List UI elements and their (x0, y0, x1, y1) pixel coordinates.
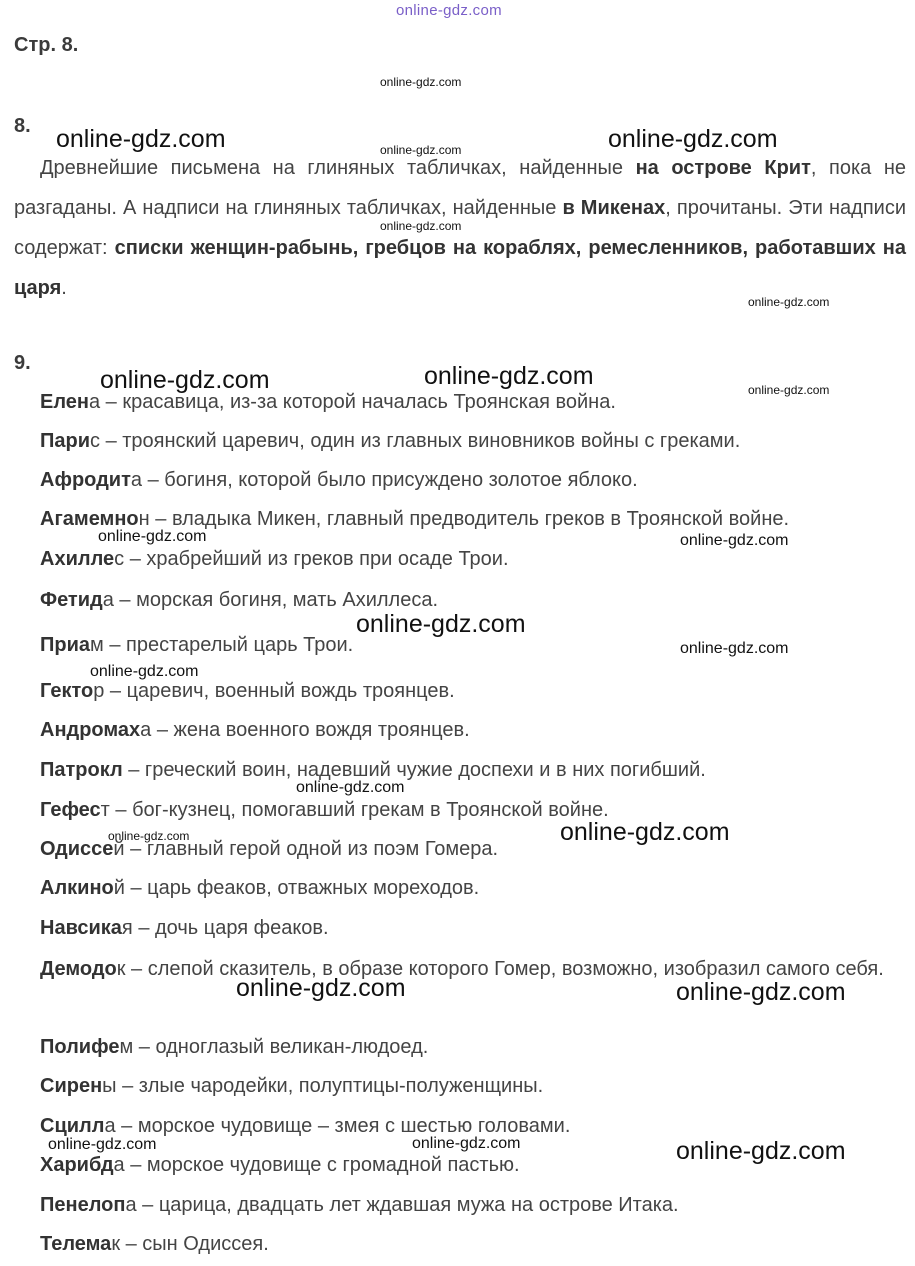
watermark: online-gdz.com (380, 143, 462, 157)
term-end: а (88, 391, 101, 413)
term-end: а (104, 1115, 116, 1137)
list-item (40, 1075, 543, 1098)
definition: – одноглазый великан-людоед. (133, 1036, 429, 1058)
watermark: online-gdz.com (680, 532, 789, 549)
watermark: online-gdz.com (748, 383, 830, 397)
term-end: й (113, 838, 125, 860)
term: Пари (40, 430, 91, 452)
list-item (40, 1233, 269, 1256)
term: Телема (40, 1233, 112, 1255)
task-8-text-part: Древнейшие письмена на глиняных табличках, найденные (40, 157, 636, 179)
list-item (40, 719, 470, 742)
term: Навсика (40, 917, 122, 939)
list-item (40, 799, 609, 822)
term-end: а (140, 719, 152, 741)
watermark: online-gdz.com (98, 528, 207, 545)
definition: – сын Одиссея. (120, 1233, 269, 1255)
term-end: к (116, 958, 126, 980)
definition: – злые чародейки, полуптицы-полуженщины. (116, 1075, 544, 1097)
definition: – бог-кузнец, помогавший грекам в Троянской войне. (109, 799, 609, 821)
definition: – красавица, из-за которой началась Троянская война. (100, 391, 616, 413)
list-item (40, 1194, 679, 1217)
watermark: online-gdz.com (56, 125, 226, 153)
task-9-number: 9. (14, 352, 31, 374)
definition: – троянский царевич, один из главных виновников войны с греками. (100, 430, 741, 452)
task-8-text-part: . (61, 277, 67, 299)
term: Полифе (40, 1036, 120, 1058)
watermark: online-gdz.com (356, 610, 526, 638)
definition: – владыка Микен, главный предводитель греков в Троянской войне. (149, 508, 790, 530)
watermark: online-gdz.com (236, 974, 406, 1002)
watermark: online-gdz.com (108, 829, 190, 843)
term-end: к (111, 1233, 121, 1255)
term-end: й (113, 877, 125, 899)
task-8-bold: списки женщин-рабынь, гребцов на кораблях, ремесленников, работавших на царя (14, 237, 906, 299)
definition: – греческий воин, надевший чужие доспехи и в них погибший. (122, 759, 706, 781)
list-item (40, 589, 438, 612)
list-item (40, 917, 329, 940)
watermark: online-gdz.com (680, 640, 789, 657)
term: Пенелоп (40, 1194, 126, 1216)
top-watermark: online-gdz.com (396, 2, 502, 19)
list-item (40, 548, 509, 571)
watermark: online-gdz.com (100, 366, 270, 394)
term: Сцилл (40, 1115, 105, 1137)
definition: – жена военного вождя троянцев. (151, 719, 470, 741)
term-end: ы (102, 1075, 117, 1097)
term: Андромах (40, 719, 141, 741)
term: Гефес (40, 799, 101, 821)
term: Гекто (40, 680, 94, 702)
definition: – морское чудовище с громадной пастью. (124, 1154, 520, 1176)
term: Сирен (40, 1075, 103, 1097)
term: Демодо (40, 958, 117, 980)
term: Алкино (40, 877, 114, 899)
watermark: online-gdz.com (380, 219, 462, 233)
watermark: online-gdz.com (380, 75, 462, 89)
page-title: Стр. 8. (14, 34, 79, 56)
definition: – царевич, военный вождь троянцев. (104, 680, 455, 702)
term: Фетид (40, 589, 103, 611)
definition: – главный герой одной из поэм Гомера. (124, 838, 499, 860)
term-end: т (100, 799, 110, 821)
list-item (40, 634, 353, 657)
task-8-number: 8. (14, 115, 31, 137)
definition: – морское чудовище – змея с шестью головами. (115, 1115, 571, 1137)
definition: – дочь царя феаков. (132, 917, 329, 939)
task-8-text-part: , прочитаны. Эти надписи содержат: (14, 197, 906, 259)
task-8-bold: в Микенах (562, 197, 666, 219)
watermark: online-gdz.com (676, 978, 846, 1006)
list-item (40, 430, 740, 453)
term: Патрокл (40, 759, 123, 781)
watermark: online-gdz.com (296, 779, 405, 796)
term: Одиссе (40, 838, 114, 860)
watermark: online-gdz.com (48, 1136, 157, 1153)
watermark: online-gdz.com (748, 295, 830, 309)
term-end: с (114, 548, 125, 570)
list-item (40, 877, 479, 900)
term-end: с (90, 430, 101, 452)
watermark: online-gdz.com (424, 362, 594, 390)
task-8-bold: на острове Крит (635, 157, 811, 179)
term: Афродит (40, 469, 131, 491)
term-end: м (119, 1036, 134, 1058)
term: Харибд (40, 1154, 114, 1176)
definition: – царица, двадцать лет ждавшая мужа на острове Итака. (136, 1194, 679, 1216)
watermark: online-gdz.com (676, 1137, 846, 1165)
watermark: online-gdz.com (608, 125, 778, 153)
list-item (40, 1154, 520, 1177)
term: Агамемно (40, 508, 139, 530)
watermark: online-gdz.com (90, 663, 199, 680)
definition: – морская богиня, мать Ахиллеса. (113, 589, 439, 611)
term: Ахилле (40, 548, 115, 570)
definition: – храбрейший из греков при осаде Трои. (124, 548, 509, 570)
definition: – царь феаков, отважных мореходов. (124, 877, 480, 899)
watermark: online-gdz.com (412, 1135, 521, 1152)
definition: – богиня, которой было присуждено золотое яблоко. (142, 469, 638, 491)
list-item (40, 680, 455, 703)
term-end: м (90, 634, 104, 656)
term-end: а (125, 1194, 137, 1216)
term-end: а (130, 469, 143, 491)
list-item (40, 1036, 428, 1059)
list-item (40, 469, 638, 492)
watermark: online-gdz.com (560, 818, 730, 846)
task-8-text-part: , пока не разгаданы. А надписи на глиняных табличках, найденные (14, 157, 907, 219)
term-end: а (102, 589, 114, 611)
definition: – престарелый царь Трои. (103, 634, 354, 656)
term: Приа (40, 634, 91, 656)
term: Елен (40, 391, 89, 413)
term-end: н (138, 508, 150, 530)
term-end: я (121, 917, 133, 939)
term-end: р (93, 680, 105, 702)
definition: – слепой сказитель, в образе которого Гомер, возможно, изобразил самого себя. (125, 958, 884, 980)
term-end: а (113, 1154, 125, 1176)
